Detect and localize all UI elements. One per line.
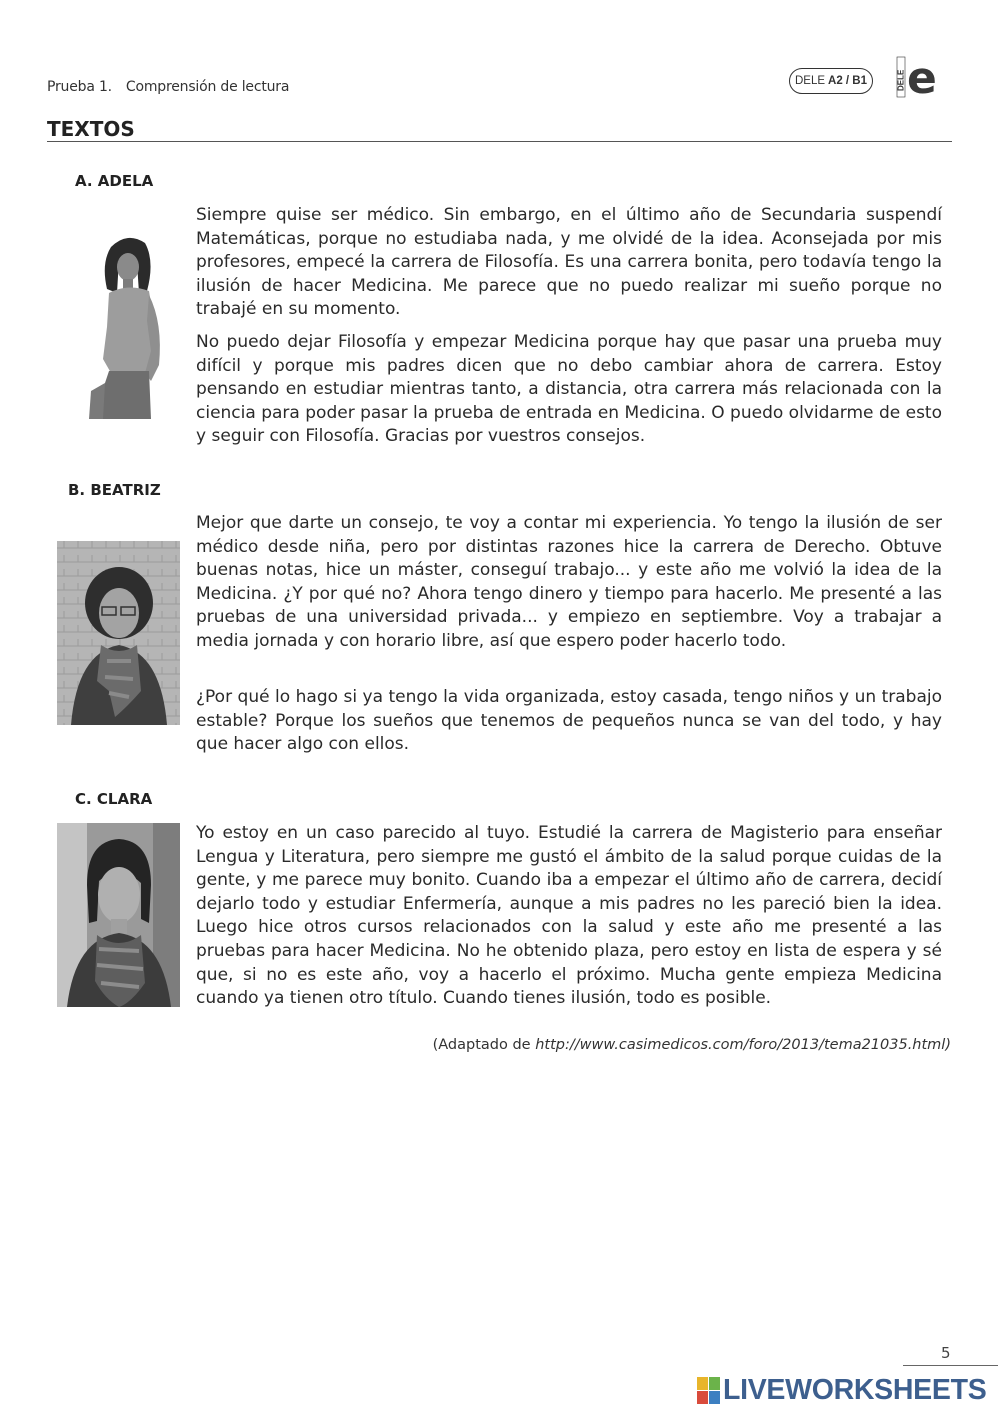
photo-adela bbox=[89, 233, 167, 419]
dele-badge-level: A2 / B1 bbox=[828, 75, 868, 87]
liveworksheets-logo-icon bbox=[697, 1377, 721, 1405]
page-number-rule bbox=[903, 1365, 998, 1366]
source-prefix: (Adaptado de bbox=[432, 1037, 536, 1053]
dele-logo-word: DELE bbox=[896, 69, 906, 91]
prueba-section: Comprensión de lectura bbox=[125, 79, 290, 95]
page-number: 5 bbox=[941, 1344, 951, 1362]
photo-clara bbox=[57, 823, 180, 1007]
dele-level-badge bbox=[789, 68, 873, 94]
section-heading-clara: C. CLARA bbox=[75, 790, 153, 808]
section-heading-beatriz: B. BEATRIZ bbox=[68, 481, 161, 499]
adela-paragraph-2: No puedo dejar Filosofía y empezar Medicina porque hay que pasar una prueba muy difícil y porque mis padres dicen que no debo cambiar ahora de carrera. Estoy pensando en estudiar mientras tanto, a distancia, otra carrera más relacionada con la ciencia para poder pasar la prueba de entrada en Medicina. O puedo olvidarme de esto y seguir con Filosofía. Gracias por vuestros consejos. bbox=[196, 332, 942, 447]
dele-logo bbox=[896, 55, 944, 99]
clara-paragraph-1: Yo estoy en un caso parecido al tuyo. Estudié la carrera de Magisterio para enseñar Lengua y Literatura, pero siempre me gustó el ámbito de la salud porque cuidas de la gente, y me parece muy bonito. Cuando iba a empezar el último año de carrera, decidí dejarlo todo y estudiar Enfermería, aunque a mis padres no les pareció bien la idea. Luego hice otros cursos relacionados con la salud y este año me presenté a las pruebas para hacer Medicina. No he obtenido plaza, pero estoy en lista de espera y sé que, si no es este año, voy a hacerlo el próximo. Mucha gente empieza Medicina cuando ya tienen otro título. Cuando tienes ilusión, todo es posible. bbox=[196, 823, 942, 1009]
beatriz-paragraph-2: ¿Por qué lo hago si ya tengo la vida organizada, estoy casada, tengo niños y un trabajo estable? Porque los sueños que tenemos de pequeños nunca se van del todo, y hay que hacer algo con ellos. bbox=[196, 687, 942, 755]
test-label bbox=[47, 79, 289, 95]
prueba-number: Prueba 1. bbox=[47, 79, 112, 95]
photo-beatriz bbox=[57, 541, 180, 725]
page-title: TEXTOS bbox=[47, 117, 135, 141]
beatriz-paragraph-1: Mejor que darte un consejo, te voy a contar mi experiencia. Yo tengo la ilusión de ser médico desde niña, pero por distintas razones hice la carrera de Derecho. Obtuve buenas notas, hice un máster, conseguí trabajo... y este año me volvió la idea de la Medicina. ¿Y por qué no? Ahora tengo dinero y tiempo para hacerlo. Me presenté a las pruebas de una universidad privada... y empiezo en septiembre. Voy a trabajar a media jornada y con horario libre, así que espero poder hacerlo todo. bbox=[196, 513, 942, 651]
dele-badge-prefix: DELE bbox=[794, 75, 826, 87]
adela-paragraph-1: Siempre quise ser médico. Sin embargo, en el último año de Secundaria suspendí Matemáticas, porque no estudiaba nada, y me olvidé de la idea. Aconsejada por mis profesores, empecé la carrera de Filosofía. Es una carrera bonita, pero todavía tengo la ilusión de hacer Medicina. Me parece que no puedo realizar mi sueño porque no trabajé en su momento. bbox=[196, 205, 942, 320]
title-divider bbox=[47, 141, 952, 142]
section-heading-adela: A. ADELA bbox=[75, 172, 154, 190]
source-citation bbox=[433, 1037, 951, 1053]
source-url[interactable]: http://www.casimedicos.com/foro/2013/tema21035.html) bbox=[535, 1037, 951, 1053]
dele-logo-letter: e bbox=[907, 55, 937, 99]
footer-brand[interactable]: LIVEWORKSHEETS bbox=[723, 1374, 987, 1406]
